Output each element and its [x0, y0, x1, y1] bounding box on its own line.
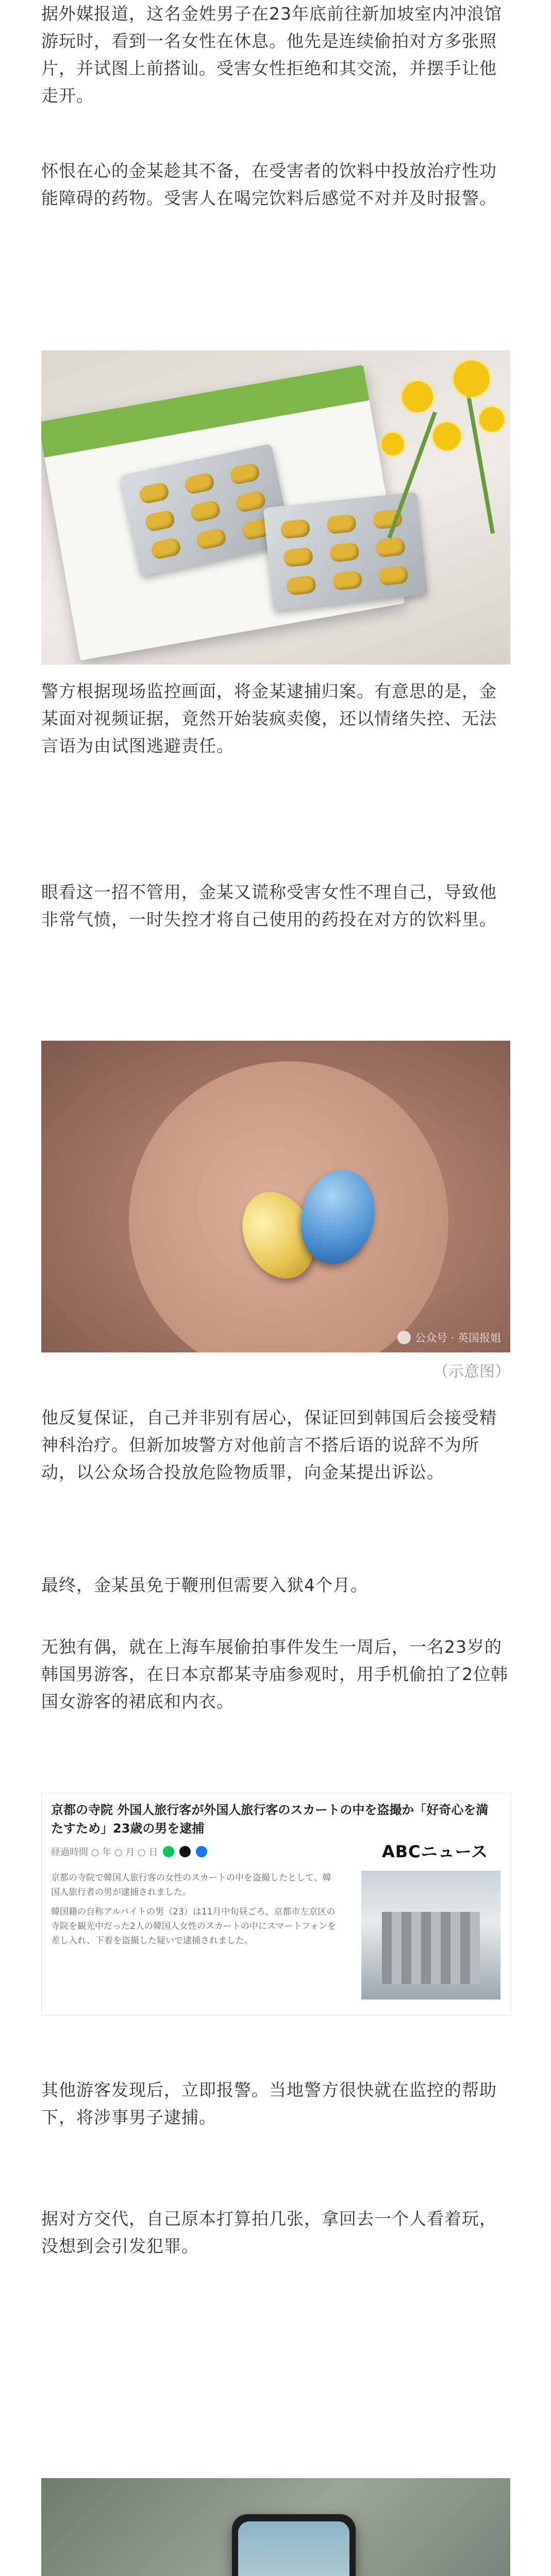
paragraph-7: 无独有偶，就在上海车展偷拍事件发生一周后，一名23岁的韩国男游客，在日本京都某寺庙参观时，用手机偷拍了2位韩国女游客的裙底和内衣。 — [41, 1637, 508, 1711]
paragraph-9: 据对方交代，自己原本打算拍几张，拿回去一个人看着玩，没想到会引发犯罪。 — [41, 2209, 497, 2256]
blister-pack-2 — [263, 492, 427, 611]
x-share-icon[interactable] — [179, 1846, 191, 1857]
pills-in-hand-photo — [41, 1041, 510, 1352]
line-share-icon[interactable] — [163, 1846, 174, 1857]
paragraph-2: 怀恨在心的金某趁其不备，在受害者的饮料中投放治疗性功能障碍的药物。受害人在喝完饮料后感觉不对并及时报警。 — [41, 161, 497, 208]
caption-illustration-1: （示意图） — [433, 1363, 510, 1381]
pill-box-photo — [41, 350, 510, 665]
paragraph-5: 他反复保证，自己并非别有居心，保证回到韩国后会接受精神科治疗。但新加坡警方对他前言不搭后语的说辞不为所动，以公众场合投放危险物质罪，向金某提出诉讼。 — [41, 1408, 497, 1482]
news-line: 京都の寺院で韓国人旅行客の女性のスカートの中を盗撮したとして、韓国人旅行者の男が逮捕されました。 — [51, 1873, 331, 1897]
paragraph-1: 据外媒报道，这名金姓男子在23年底前往新加坡室内冲浪馆游玩时，看到一名女性在休息。他先是连续偷拍对方多张照片，并试图上前搭讪。受害女性拒绝和其交流，并摆手让他走开。 — [41, 4, 502, 106]
paragraph-3: 警方根据现场监控画面，将金某逮捕归案。有意思的是，金某面对视频证据，竟然开始装疯卖傻，还以情绪失控、无法言语为由试图逃避责任。 — [41, 681, 497, 756]
news-logo: ABCニュース — [382, 1842, 489, 1861]
news-building-image — [361, 1871, 500, 1999]
news-clipping — [41, 1793, 511, 2015]
news-meta: 経過時間 ○ 年 ○ 月 ○ 日 — [51, 1845, 207, 1858]
news-line: 韓国籍の自称アルバイトの男（23）は11月中旬昼ごろ、京都市左京区の寺院を観光中だった2人の韓国人女性のスカートの中にスマートフォンを差し入れ、下着を盗撮した疑いで逮捕されました。 — [51, 1907, 337, 1946]
news-title: 京都の寺院 外国人旅行客が外国人旅行客のスカートの中を盗撮か「好奇心を満たすため」23歳の男を逮捕 — [51, 1803, 489, 1836]
paragraph-6: 最终，金某虽免于鞭刑但需要入狱4个月。 — [41, 1575, 368, 1595]
phone-photo — [41, 2478, 510, 2576]
news-body — [51, 1871, 340, 1953]
paragraph-4: 眼看这一招不管用，金某又谎称受害女性不理自己，导致他非常气愤，一时失控才将自己使用的药投在对方的饮料里。 — [41, 882, 497, 929]
facebook-share-icon[interactable] — [196, 1846, 207, 1857]
watermark: 公众号 · 英国报姐 — [397, 1330, 501, 1345]
paragraph-8: 其他游客发现后，立即报警。当地警方很快就在监控的帮助下，将涉事男子逮捕。 — [41, 2080, 497, 2127]
phone-device — [232, 2514, 356, 2576]
